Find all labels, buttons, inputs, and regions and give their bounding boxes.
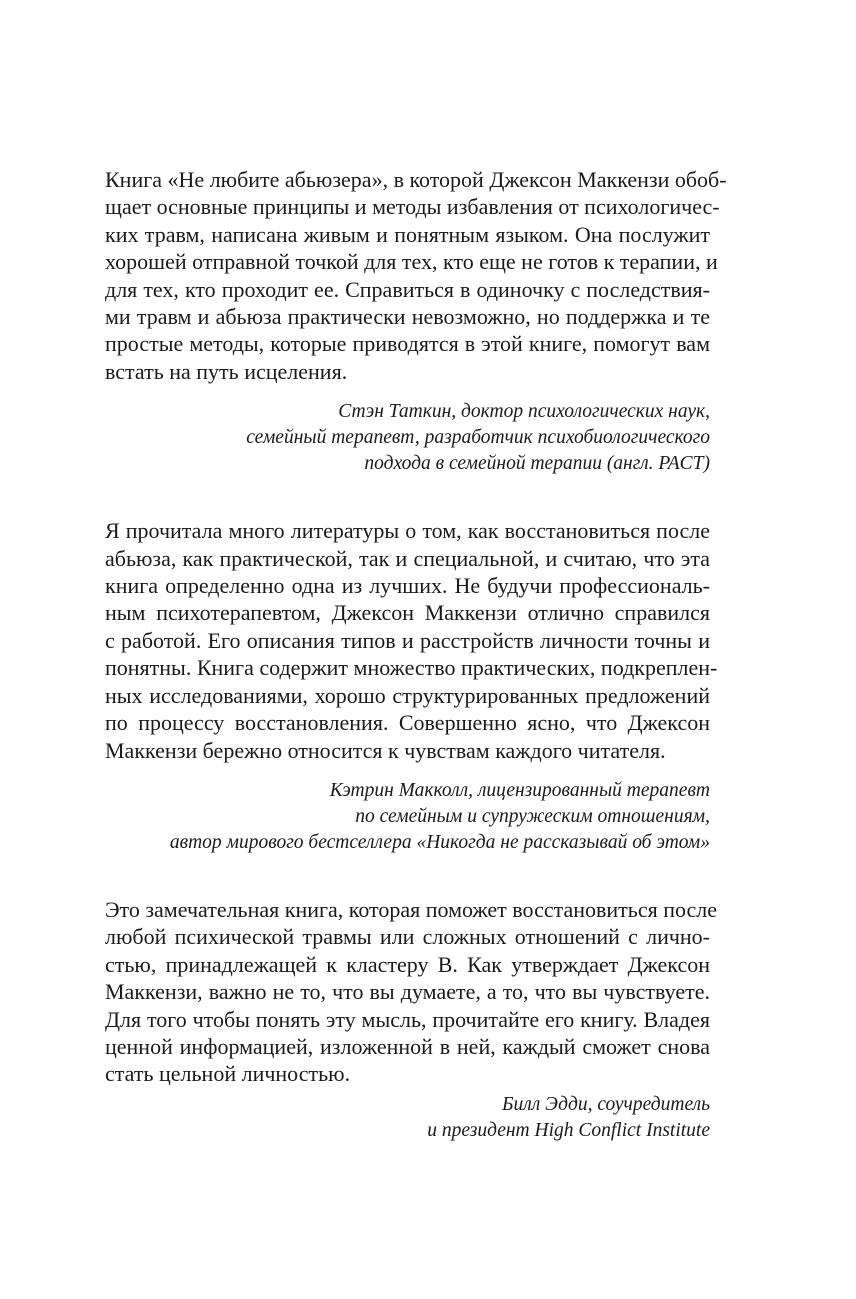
endorsement-2	[105, 517, 718, 856]
text-line: Я прочитала много литературы о том, как восстановиться после	[105, 518, 710, 544]
text-line: понятны. Книга содержит множество практических, подкреплен-	[105, 655, 718, 681]
endorsement-attribution	[105, 778, 710, 856]
text-line: встать на путь исцеления.	[105, 358, 348, 384]
text-line: по процессу восстановления. Совершенно ясно, что Джексон	[105, 710, 710, 736]
attribution-line: Билл Эдди, соучредитель	[501, 1093, 710, 1115]
text-line: книга определенно одна из лучших. Не будучи профессиональ-	[105, 573, 710, 599]
attribution-line: автор мирового бестселлера «Никогда не рассказывай об этом»	[169, 831, 710, 853]
text-line: Маккензи бережно относится к чувствам каждого читателя.	[105, 737, 666, 763]
endorsement-1	[105, 166, 727, 477]
text-line: стать цельной личностью.	[105, 1061, 351, 1087]
attribution-line: Стэн Таткин, доктор психологических наук,	[338, 401, 710, 423]
text-line: ным психотерапевтом, Джексон Маккензи отлично справился	[105, 600, 710, 626]
text-line: Это замечательная книга, которая поможет восстановиться после	[105, 896, 718, 922]
endorsement-text	[105, 517, 718, 764]
text-line: Маккензи, важно не то, что вы думаете, а то, что вы чувствуете.	[105, 979, 710, 1005]
text-line: ми травм и абьюза практически невозможно, но поддержка и те	[105, 304, 710, 330]
text-line: с работой. Его описания типов и расстройств личности точны и	[105, 627, 710, 653]
text-line: Книга «Не любите абьюзера», в которой Джексон Маккензи обоб-	[105, 167, 727, 192]
text-line: любой психической травмы или сложных отношений с лично-	[105, 924, 710, 950]
book-page	[105, 166, 727, 1144]
endorsement-text	[105, 896, 718, 1088]
text-line: абьюза, как практической, так и специальной, и считаю, что эта	[105, 545, 710, 571]
attribution-line: подхода в семейной терапии (англ. PACT)	[364, 453, 710, 475]
endorsement-attribution	[105, 399, 710, 477]
text-line: Для того чтобы понять эту мысль, прочитайте его книгу. Владея	[105, 1006, 710, 1032]
attribution-line: Кэтрин Макколл, лицензированный терапевт	[329, 779, 710, 801]
attribution-line: по семейным и супружеским отношениям,	[355, 805, 710, 827]
endorsement-3	[105, 896, 718, 1144]
endorsement-text	[105, 166, 727, 385]
text-line: хорошей отправной точкой для тех, кто еще не готов к терапии, и	[105, 249, 718, 275]
attribution-line: семейный терапевт, разработчик психобиологического	[246, 427, 710, 449]
endorsement-attribution	[105, 1092, 710, 1144]
text-line: ких травм, написана живым и понятным языком. Она послужит	[105, 221, 710, 247]
text-line: простые методы, которые приводятся в этой книге, помогут вам	[105, 331, 710, 357]
text-line: щает основные принципы и методы избавления от психологичес-	[105, 194, 720, 220]
attribution-line: и президент High Conflict Institute	[427, 1119, 710, 1141]
text-line: стью, принадлежащей к кластеру B. Как утверждает Джексон	[105, 951, 710, 977]
text-line: ных исследованиями, хорошо структурированных предложений	[105, 682, 710, 708]
text-line: ценной информацией, изложенной в ней, каждый сможет снова	[105, 1033, 710, 1059]
text-line: для тех, кто проходит ее. Справиться в одиночку с последствия-	[105, 276, 710, 302]
